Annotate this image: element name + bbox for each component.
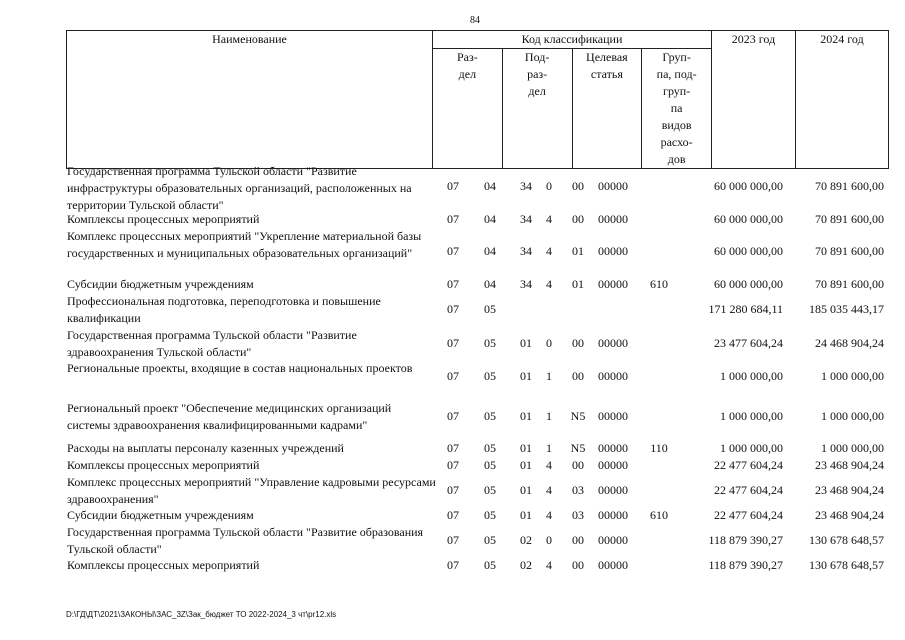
row-name: Комплекс процессных мероприятий "Управление кадровыми ресурсами здравоохранения": [67, 475, 436, 506]
row-c1: 01: [520, 369, 532, 383]
row-c1: 01: [520, 458, 532, 472]
row-c3: N5: [570, 441, 586, 455]
row-c4: 00000: [598, 533, 628, 547]
row-c1: 01: [520, 441, 532, 455]
table-row: [0, 327, 905, 360]
row-podr: 05: [484, 336, 496, 350]
row-c3: 00: [572, 558, 584, 572]
row-value-2023: 60 000 000,00: [714, 179, 783, 193]
row-grp: 610: [650, 508, 668, 522]
row-value-2024: 70 891 600,00: [815, 212, 884, 226]
row-value-2023: 1 000 000,00: [720, 409, 783, 423]
table-row: [0, 524, 905, 557]
row-value-2024: 24 468 904,24: [815, 336, 884, 350]
row-razdel: 07: [447, 441, 459, 455]
row-name: Расходы на выплаты персоналу казенных учреждений: [67, 441, 344, 455]
row-c4: 00000: [598, 441, 628, 455]
row-value-2024: 1 000 000,00: [821, 369, 884, 383]
row-podr: 04: [484, 277, 496, 291]
row-podr: 04: [484, 179, 496, 193]
row-c2: 1: [546, 409, 552, 423]
row-c1: 01: [520, 336, 532, 350]
row-name: Комплекс процессных мероприятий "Укрепление материальной базы государственных и муниципальных образовательных организаций": [67, 229, 422, 260]
header-2024: 2024 год: [796, 31, 889, 169]
row-c3: N5: [570, 409, 586, 423]
row-razdel: 07: [447, 558, 459, 572]
row-name: Комплексы процессных мероприятий: [67, 458, 260, 472]
row-value-2023: 22 477 604,24: [714, 508, 783, 522]
row-name: Региональный проект "Обеспечение медицинских организаций системы здравоохранения квалифицированными кадрами": [67, 401, 392, 432]
row-podr: 04: [484, 244, 496, 258]
row-value-2024: 70 891 600,00: [815, 179, 884, 193]
file-path-footer: D:\ГД\ДТ\2021\ЗАКОНЫ\ЗАС_3Z\Зак_бюджет ТО 2022-2024_3 чт\pr12.xls: [66, 610, 337, 619]
row-c3: 00: [572, 212, 584, 226]
row-c4: 00000: [598, 179, 628, 193]
row-value-2024: 70 891 600,00: [815, 244, 884, 258]
row-value-2024: 70 891 600,00: [815, 277, 884, 291]
row-c2: 4: [546, 244, 552, 258]
row-c2: 0: [546, 336, 552, 350]
row-c4: 00000: [598, 483, 628, 497]
row-value-2023: 60 000 000,00: [714, 244, 783, 258]
row-name: Государственная программа Тульской области "Развитие образования Тульской области": [67, 525, 424, 556]
row-c1: 01: [520, 483, 532, 497]
row-c2: 1: [546, 441, 552, 455]
row-razdel: 07: [447, 302, 459, 316]
table-row: [0, 507, 905, 524]
row-razdel: 07: [447, 369, 459, 383]
row-value-2023: 22 477 604,24: [714, 483, 783, 497]
row-c3: 00: [572, 533, 584, 547]
page-number: 84: [470, 15, 480, 26]
row-grp: 610: [650, 277, 668, 291]
header-code: Код классификации: [433, 31, 712, 49]
table-row: [0, 474, 905, 507]
row-c2: 0: [546, 533, 552, 547]
table-row: [0, 211, 905, 228]
row-c2: 4: [546, 212, 552, 226]
row-c1: 01: [520, 508, 532, 522]
table-row: [0, 440, 905, 457]
header-2023: 2023 год: [712, 31, 796, 169]
table-row: [0, 276, 905, 293]
row-podr: 05: [484, 441, 496, 455]
row-podr: 05: [484, 558, 496, 572]
row-c3: 01: [572, 277, 584, 291]
row-c4: 00000: [598, 558, 628, 572]
row-podr: 05: [484, 458, 496, 472]
row-c3: 00: [572, 458, 584, 472]
row-grp: 110: [650, 441, 668, 455]
row-value-2024: 23 468 904,24: [815, 483, 884, 497]
row-value-2024: 185 035 443,17: [809, 302, 884, 316]
table-row: [0, 400, 905, 434]
row-value-2023: 60 000 000,00: [714, 277, 783, 291]
row-c1: 34: [520, 179, 532, 193]
row-razdel: 07: [447, 409, 459, 423]
row-name: Региональные проекты, входящие в состав национальных проектов: [67, 361, 413, 375]
row-podr: 05: [484, 483, 496, 497]
row-c2: 4: [546, 508, 552, 522]
row-c3: 01: [572, 244, 584, 258]
table-row: [0, 557, 905, 574]
row-c4: 00000: [598, 458, 628, 472]
row-name: Государственная программа Тульской области "Развитие здравоохранения Тульской области": [67, 328, 357, 359]
row-c2: 0: [546, 179, 552, 193]
row-c4: 00000: [598, 277, 628, 291]
row-c1: 34: [520, 277, 532, 291]
row-razdel: 07: [447, 212, 459, 226]
row-c2: 4: [546, 558, 552, 572]
row-name: Профессиональная подготовка, переподготовка и повышение квалификации: [67, 294, 381, 325]
row-value-2023: 60 000 000,00: [714, 212, 783, 226]
row-name: Комплексы процессных мероприятий: [67, 212, 260, 226]
row-value-2023: 22 477 604,24: [714, 458, 783, 472]
row-razdel: 07: [447, 336, 459, 350]
table-header: [66, 30, 889, 169]
row-value-2023: 1 000 000,00: [720, 369, 783, 383]
row-name: Государственная программа Тульской области "Развитие инфраструктуры образовательных организаций, расположенных на территории Тульской области": [67, 164, 412, 212]
row-value-2023: 118 879 390,27: [708, 558, 783, 572]
row-c1: 34: [520, 212, 532, 226]
row-razdel: 07: [447, 277, 459, 291]
header-celevaya: Целевая статья: [572, 49, 642, 169]
row-podr: 05: [484, 409, 496, 423]
row-c2: 1: [546, 369, 552, 383]
table-row: [0, 457, 905, 474]
row-value-2023: 118 879 390,27: [708, 533, 783, 547]
table-row: [0, 228, 905, 276]
row-c2: 4: [546, 483, 552, 497]
row-c3: 03: [572, 483, 584, 497]
table-row: [0, 360, 905, 394]
row-c1: 02: [520, 533, 532, 547]
row-c3: 00: [572, 369, 584, 383]
table-row: [0, 293, 905, 327]
row-value-2024: 130 678 648,57: [809, 558, 884, 572]
row-c4: 00000: [598, 369, 628, 383]
row-name: Субсидии бюджетным учреждениям: [67, 508, 254, 522]
row-value-2023: 1 000 000,00: [720, 441, 783, 455]
row-c2: 4: [546, 458, 552, 472]
row-c4: 00000: [598, 244, 628, 258]
row-c4: 00000: [598, 212, 628, 226]
row-value-2024: 1 000 000,00: [821, 441, 884, 455]
row-razdel: 07: [447, 458, 459, 472]
header-name: Наименование: [67, 31, 433, 169]
row-c1: 02: [520, 558, 532, 572]
row-c1: 34: [520, 244, 532, 258]
row-razdel: 07: [447, 508, 459, 522]
row-podr: 04: [484, 212, 496, 226]
row-c3: 03: [572, 508, 584, 522]
row-c3: 00: [572, 179, 584, 193]
header-razdel: Раз- дел: [433, 49, 503, 169]
row-name: Комплексы процессных мероприятий: [67, 558, 260, 572]
row-podr: 05: [484, 533, 496, 547]
row-name: Субсидии бюджетным учреждениям: [67, 277, 254, 291]
row-razdel: 07: [447, 483, 459, 497]
header-gruppa: Груп- па, под- груп- па видов расхо- дов: [642, 49, 712, 169]
row-razdel: 07: [447, 179, 459, 193]
row-value-2024: 23 468 904,24: [815, 508, 884, 522]
row-c3: 00: [572, 336, 584, 350]
row-podr: 05: [484, 302, 496, 316]
row-value-2023: 23 477 604,24: [714, 336, 783, 350]
row-podr: 05: [484, 369, 496, 383]
row-value-2024: 23 468 904,24: [815, 458, 884, 472]
row-c4: 00000: [598, 508, 628, 522]
row-value-2024: 1 000 000,00: [821, 409, 884, 423]
row-podr: 05: [484, 508, 496, 522]
table-row: [0, 163, 905, 211]
row-c1: 01: [520, 409, 532, 423]
row-value-2023: 171 280 684,11: [708, 302, 783, 316]
row-razdel: 07: [447, 244, 459, 258]
row-razdel: 07: [447, 533, 459, 547]
row-value-2024: 130 678 648,57: [809, 533, 884, 547]
header-podrazdel: Под- раз- дел: [502, 49, 572, 169]
row-c4: 00000: [598, 409, 628, 423]
row-c2: 4: [546, 277, 552, 291]
row-c4: 00000: [598, 336, 628, 350]
